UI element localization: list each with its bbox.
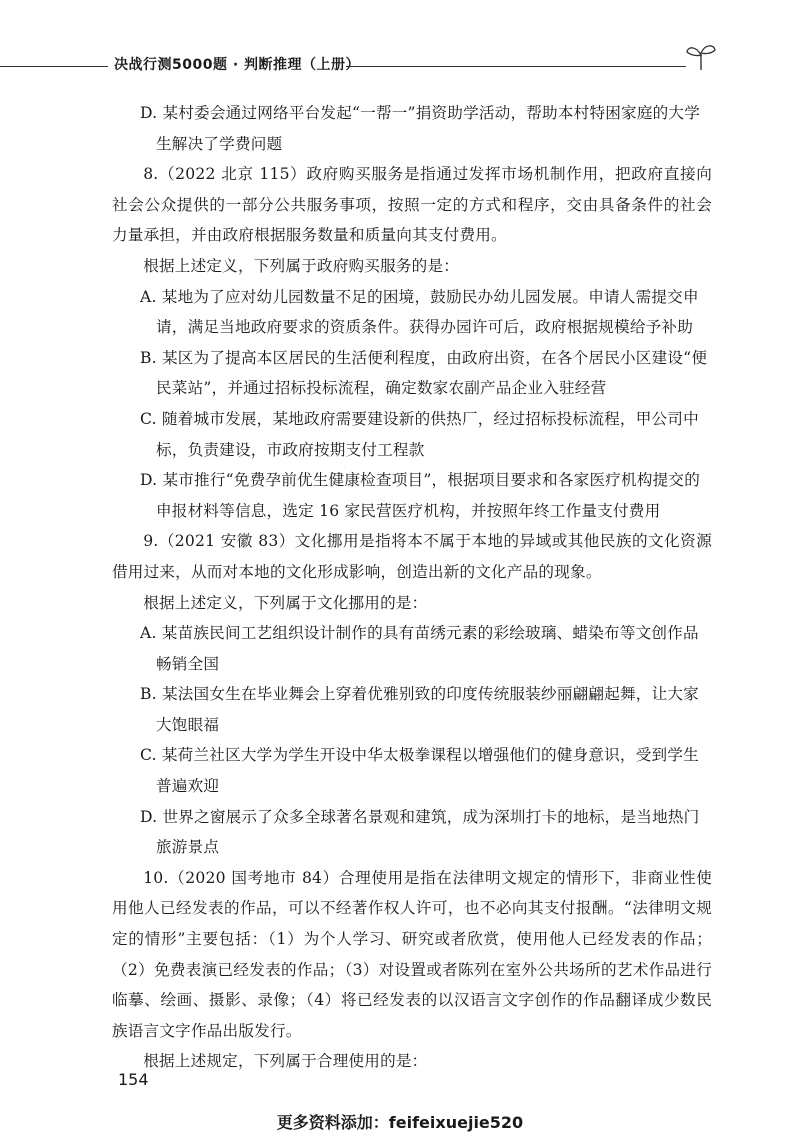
question-8-option-c: C. 随着城市发展，某地政府需要建设新的供热厂，经过招标投标流程，甲公司中标，负责建设，市政府按期支付工程款 bbox=[140, 409, 699, 459]
option-d-prev-question: D. 某村委会通过网络平台发起“一帮一”捐资助学活动，帮助本村特困家庭的大学生解决了学费问题 bbox=[140, 104, 700, 153]
question-8-prompt: 根据上述定义，下列属于政府购买服务的是： bbox=[143, 256, 460, 275]
running-header bbox=[0, 52, 800, 78]
header-rule-right bbox=[346, 66, 686, 67]
sprout-icon bbox=[684, 42, 718, 72]
question-9-stem: 9.（2021 安徽 83）文化挪用是指将本不属于本地的异域或其他民族的文化资源借用过来，从而对本地的文化形成影响，创造出新的文化产品的现象。 bbox=[112, 532, 712, 581]
footer-note: 更多资料添加：feifeixuejie520 bbox=[276, 1113, 524, 1132]
question-9-option-b: B. 某法国女生在毕业舞会上穿着优雅别致的印度传统服装纱丽翩翩起舞，让大家大饱眼福 bbox=[140, 685, 699, 734]
header-title: 决战行测5000题 · 判断推理（上册） bbox=[114, 57, 361, 73]
question-9-option-c: C. 某荷兰社区大学为学生开设中华太极拳课程以增强他们的健身意识，受到学生普遍欢迎 bbox=[140, 746, 699, 796]
question-9-option-a: A. 某苗族民间工艺组织设计制作的具有苗绣元素的彩绘玻璃、蜡染布等文创作品畅销全国 bbox=[140, 624, 699, 673]
question-9-prompt: 根据上述定义，下列属于文化挪用的是： bbox=[143, 593, 428, 612]
question-8-option-a: A. 某地为了应对幼儿园数量不足的困境，鼓励民办幼儿园发展。申请人需提交申请，满足当地政府要求的资质条件。获得办园许可后，政府根据规模给予补助 bbox=[140, 287, 699, 337]
page-number: 154 bbox=[118, 1070, 149, 1089]
question-8-stem: 8.（2022 北京 115）政府购买服务是指通过发挥市场机制作用，把政府直接向社会公众提供的一部分公共服务事项，按照一定的方式和程序，交由具备条件的社会力量承担，并由政府根据服务数量和质量向其支付费用。 bbox=[112, 165, 712, 245]
header-rule-left bbox=[0, 66, 108, 67]
question-8-option-b: B. 某区为了提高本区居民的生活便利程度，由政府出资，在各个居民小区建设“便民菜站”，并通过招标投标流程，确定数家农副产品企业入驻经营 bbox=[140, 348, 708, 398]
question-10-stem: 10.（2020 国考地市 84）合理使用是指在法律明文规定的情形下，非商业性使用他人已经发表的作品，可以不经著作权人许可，也不必向其支付报酬。“法律明文规定的情形”主要包括：（1）为个人学习、研究或者欣赏，使用他人已经发表的作品；（2）免费表演已经发表的作品；（3）对设置或者陈列在室外公共场所的艺术作品进行临摹、绘画、摄影、录像；（4）将已经发表的以汉语言文字创作的作品翻译成少数民族语言文字作品出版发行。 bbox=[112, 868, 712, 1040]
question-9-option-d: D. 世界之窗展示了众多全球著名景观和建筑，成为深圳打卡的地标，是当地热门旅游景点 bbox=[140, 807, 700, 857]
question-10-prompt: 根据上述规定，下列属于合理使用的是： bbox=[143, 1052, 428, 1071]
question-8-option-d: D. 某市推行“免费孕前优生健康检查项目”，根据项目要求和各家医疗机构提交的申报材料等信息，选定 16 家民营医疗机构，并按照年终工作量支付费用 bbox=[140, 471, 700, 520]
page-body bbox=[112, 98, 712, 1077]
